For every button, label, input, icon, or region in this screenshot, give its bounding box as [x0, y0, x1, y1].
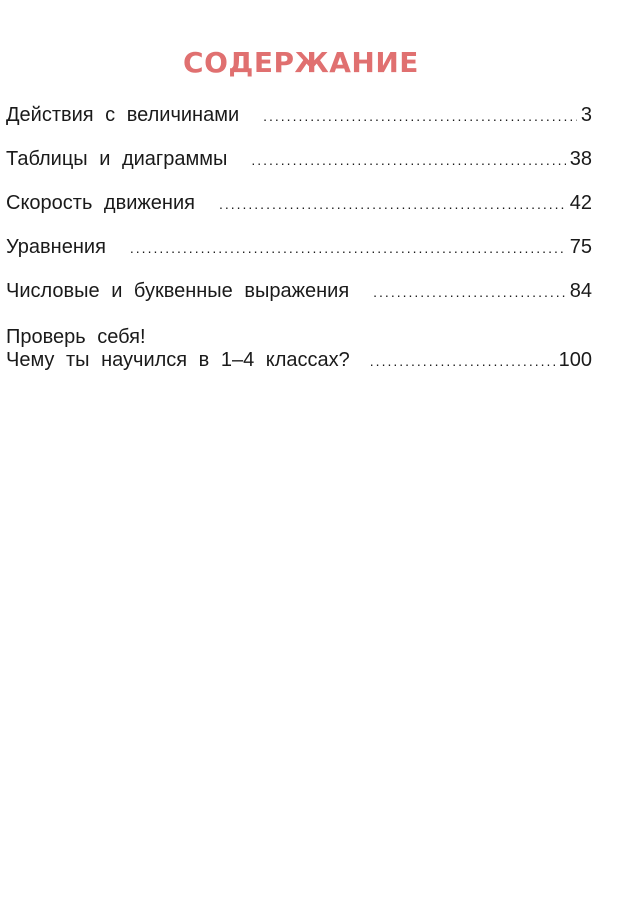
toc-leader-dots — [263, 105, 577, 128]
toc-leader-dots — [251, 149, 565, 172]
toc-entry-label: Таблицы и диаграммы — [6, 148, 228, 170]
toc-entry-label-line2: Чему ты научился в 1–4 классах? — [6, 349, 350, 371]
toc-entry[interactable] — [6, 104, 592, 148]
toc-entry-line2 — [6, 349, 592, 373]
toc-entry-label: Скорость движения — [6, 192, 195, 214]
toc-page-number: 42 — [569, 192, 592, 214]
toc-page-number: 38 — [569, 148, 592, 170]
toc-entry-label: Действия с величинами — [6, 104, 240, 126]
page-title: СОДЕРЖАНИЕ — [183, 46, 419, 79]
toc-leader-dots — [219, 193, 566, 216]
toc-entry[interactable] — [6, 192, 592, 236]
toc-page-number: 3 — [580, 104, 592, 126]
toc-entry-label: Числовые и буквенные выражения — [6, 280, 350, 302]
toc-page-number: 84 — [569, 280, 592, 302]
toc-entry-label: Уравнения — [6, 236, 106, 258]
toc-entry[interactable] — [6, 280, 592, 324]
toc-entry-label-line1: Проверь себя! — [6, 326, 146, 348]
toc-leader-dots — [373, 281, 566, 304]
toc-page-number: 100 — [558, 349, 592, 371]
toc-page-number: 75 — [569, 236, 592, 258]
toc-entry-multiline[interactable] — [6, 326, 592, 373]
table-of-contents — [6, 104, 592, 373]
toc-leader-dots — [130, 237, 566, 260]
toc-entry[interactable] — [6, 148, 592, 192]
toc-entry[interactable] — [6, 236, 592, 280]
toc-leader-dots — [370, 350, 559, 373]
